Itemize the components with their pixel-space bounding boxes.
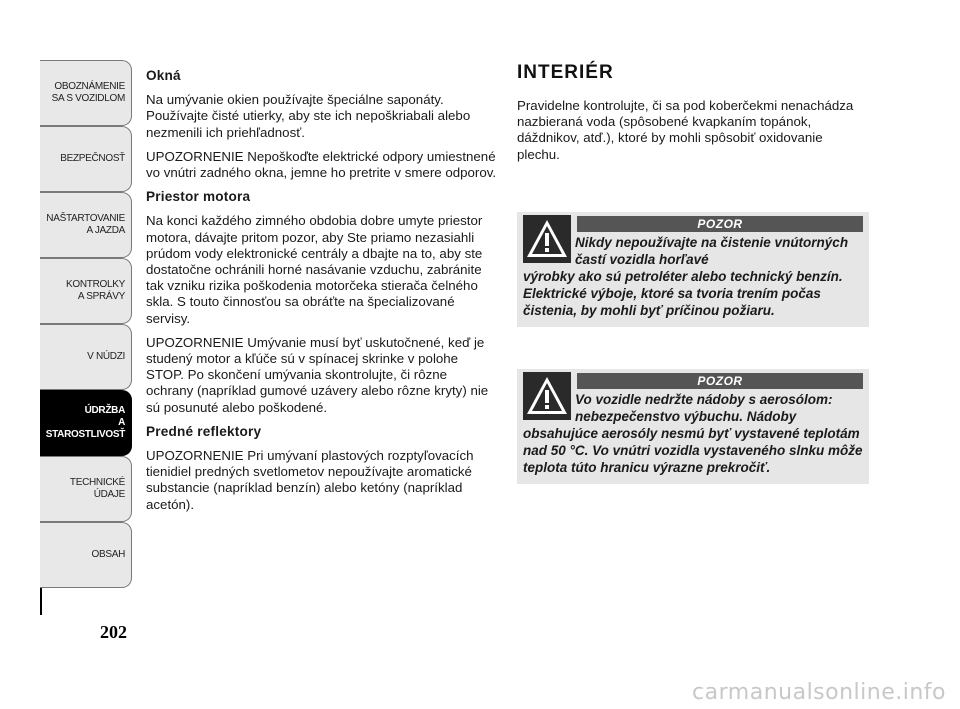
left-column [146, 62, 498, 521]
paragraph: UPOZORNENIE Pri umývaní plastových rozptyľovacích tienidiel predných svetlometov nepoužívajte aromatické substancie (napríklad benzín) alebo ketóny (napríklad acetón). [146, 448, 474, 512]
right-column [517, 62, 869, 475]
tab-technicke-udaje[interactable]: TECHNICKÉ ÚDAJE [40, 456, 132, 522]
heading-predne-reflektory: Predné reflektory [146, 423, 262, 439]
warning-box [517, 212, 869, 327]
page-number: 202 [100, 622, 127, 642]
warning-text: Vo vozidle nedržte nádoby s aerosólom: nebezpečenstvo výbuchu. Nádoby obsahujúce aerosóly nesmú byť vystavené teplotám nad 50 °C. Vo vnútri vozidla vystaveného slnku môže teplota túto hranicu výrazne prekročiť. [523, 392, 863, 475]
warning-label: POZOR [577, 373, 863, 389]
section-title-interier: INTERIÉR [517, 62, 614, 83]
tab-nastartovanie[interactable]: NAŠTARTOVANIE A JAZDA [40, 192, 132, 258]
warning-text: Nikdy nepoužívajte na čistenie vnútorných častí vozidla horľavé výrobky ako sú petroléter alebo technický benzín. Elektrické výboje, ktoré sa tvoria trením počas čistenia, by mohli byť príčinou požiaru. [523, 235, 849, 318]
tab-kontrolky[interactable]: KONTROLKY A SPRÁVY [40, 258, 132, 324]
tab-udrzba[interactable]: ÚDRŽBA A STAROSTLIVOSŤ [40, 390, 132, 456]
paragraph: Na umývanie okien používajte špeciálne saponáty. Používajte čisté utierky, aby ste ich nepoškriabali alebo nezmenili ich priehľadnosť. [146, 92, 471, 140]
tab-v-nudzi[interactable]: V NÚDZI [40, 324, 132, 390]
heading-priestor-motora: Priestor motora [146, 189, 251, 205]
heading-okna: Okná [146, 68, 181, 83]
warning-triangle-icon [523, 215, 571, 263]
watermark: carmanualsonline.info [692, 680, 946, 705]
warning-label: POZOR [577, 216, 863, 232]
tab-obsah[interactable]: OBSAH [40, 522, 132, 588]
paragraph: Pravidelne kontrolujte, či sa pod koberčekmi nenachádza nazbieraná voda (spôsobené kvapkaním topánok, dáždnikov, atď.), ktoré by mohli spôsobiť oxidovanie plechu. [517, 98, 854, 162]
paragraph: UPOZORNENIE Umývanie musí byť uskutočnené, keď je studený motor a kľúče sú v spínacej skrinke v polohe STOP. Po skončení umývania skontrolujte, či rôzne ochrany (napríklad gumové uzávery alebo rôzne kryty) nie sú posunuté alebo poškodené. [146, 334, 489, 415]
paragraph: UPOZORNENIE Nepoškoďte elektrické odpory umiestnené vo vnútri zadného okna, jemne ho pretrite v smere odporov. [146, 148, 497, 181]
paragraph: Na konci každého zimného obdobia dobre umyte priestor motora, dávajte pritom pozor, aby Ste priamo nezasiahli prúdom vody elektronické centrály a dbajte na to, aby ste dostatočne ochránili horné nasávanie vzduchu, zabránite tak vzniku rizika poškodenia motorčeka stierača čelného skla. S touto činnosťou sa obráťte na špecializované servisy. [146, 213, 483, 326]
chapter-tabs [40, 60, 132, 588]
tab-bezpecnost[interactable]: BEZPEČNOSŤ [40, 126, 132, 192]
warning-box [517, 369, 869, 484]
tab-oboznamenie[interactable]: OBOZNÁMENIE SA S VOZIDLOM [40, 60, 132, 126]
warning-triangle-icon [523, 372, 571, 420]
